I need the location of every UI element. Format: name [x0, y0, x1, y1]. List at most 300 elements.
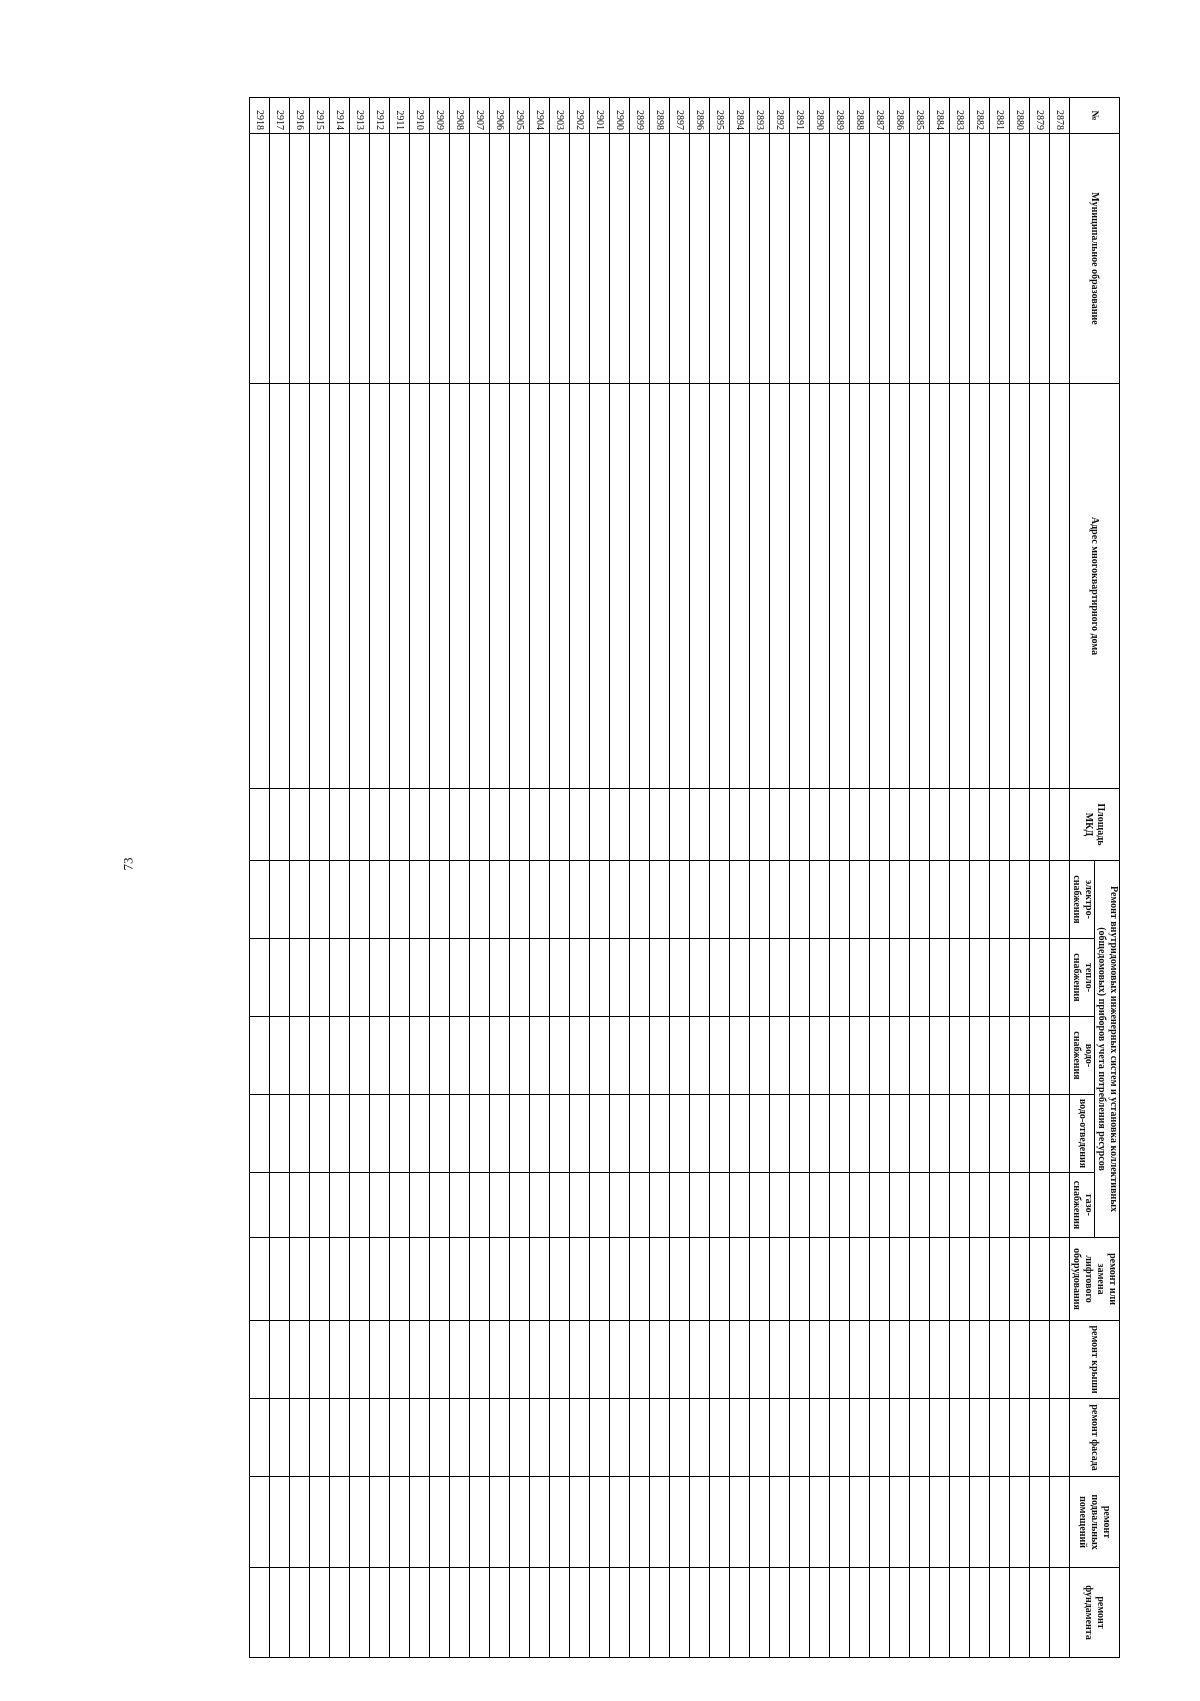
- municipality-cell: [370, 134, 390, 384]
- municipality-cell: [490, 134, 510, 384]
- address-cell: [970, 384, 990, 789]
- roof-cell: [610, 1321, 630, 1399]
- drain-cell: [850, 1095, 870, 1173]
- header-roof: ремонт крыши: [1070, 1321, 1120, 1399]
- row-number: 2894: [730, 98, 750, 134]
- water-cell: [810, 1017, 830, 1095]
- gas-cell: [590, 1173, 610, 1238]
- heat-cell: [330, 939, 350, 1017]
- gas-cell: [570, 1173, 590, 1238]
- electric-cell: [310, 861, 330, 939]
- area-cell: [630, 789, 650, 861]
- municipality-cell: [550, 134, 570, 384]
- address-cell: [370, 384, 390, 789]
- address-cell: [590, 384, 610, 789]
- facade-cell: [710, 1399, 730, 1477]
- basement-cell: [1010, 1477, 1030, 1568]
- gas-cell: [510, 1173, 530, 1238]
- lift-cell: [250, 1238, 270, 1321]
- municipality-cell: [290, 134, 310, 384]
- drain-cell: [810, 1095, 830, 1173]
- facade-cell: [510, 1399, 530, 1477]
- electric-cell: [710, 861, 730, 939]
- foundation-cell: [610, 1568, 630, 1658]
- facade-cell: [990, 1399, 1010, 1477]
- area-cell: [330, 789, 350, 861]
- heat-cell: [470, 939, 490, 1017]
- area-cell: [570, 789, 590, 861]
- roof-cell: [1030, 1321, 1050, 1399]
- water-cell: [410, 1017, 430, 1095]
- heat-cell: [950, 939, 970, 1017]
- header-facade: ремонт фасада: [1070, 1399, 1120, 1477]
- heat-cell: [790, 939, 810, 1017]
- basement-cell: [330, 1477, 350, 1568]
- heat-cell: [770, 939, 790, 1017]
- facade-cell: [830, 1399, 850, 1477]
- facade-cell: [270, 1399, 290, 1477]
- foundation-cell: [850, 1568, 870, 1658]
- municipality-cell: [770, 134, 790, 384]
- header-electric: электро-снабжения: [1070, 861, 1095, 939]
- row-number: 2909: [430, 98, 450, 134]
- foundation-cell: [570, 1568, 590, 1658]
- basement-cell: [490, 1477, 510, 1568]
- electric-cell: [910, 861, 930, 939]
- foundation-cell: [310, 1568, 330, 1658]
- facade-cell: [550, 1399, 570, 1477]
- lift-cell: [890, 1238, 910, 1321]
- lift-cell: [310, 1238, 330, 1321]
- table-row: [930, 98, 950, 1658]
- lift-cell: [290, 1238, 310, 1321]
- heat-cell: [1010, 939, 1030, 1017]
- drain-cell: [830, 1095, 850, 1173]
- row-number: 2883: [950, 98, 970, 134]
- roof-cell: [710, 1321, 730, 1399]
- basement-cell: [650, 1477, 670, 1568]
- roof-cell: [890, 1321, 910, 1399]
- foundation-cell: [690, 1568, 710, 1658]
- municipality-cell: [330, 134, 350, 384]
- heat-cell: [450, 939, 470, 1017]
- municipality-cell: [970, 134, 990, 384]
- drain-cell: [910, 1095, 930, 1173]
- basement-cell: [630, 1477, 650, 1568]
- basement-cell: [450, 1477, 470, 1568]
- roof-cell: [590, 1321, 610, 1399]
- electric-cell: [390, 861, 410, 939]
- table-row: [790, 98, 810, 1658]
- roof-cell: [790, 1321, 810, 1399]
- drain-cell: [490, 1095, 510, 1173]
- water-cell: [690, 1017, 710, 1095]
- row-number: 2889: [830, 98, 850, 134]
- heat-cell: [610, 939, 630, 1017]
- facade-cell: [670, 1399, 690, 1477]
- drain-cell: [950, 1095, 970, 1173]
- gas-cell: [670, 1173, 690, 1238]
- area-cell: [530, 789, 550, 861]
- lift-cell: [990, 1238, 1010, 1321]
- basement-cell: [690, 1477, 710, 1568]
- municipality-cell: [610, 134, 630, 384]
- basement-cell: [530, 1477, 550, 1568]
- water-cell: [510, 1017, 530, 1095]
- basement-cell: [730, 1477, 750, 1568]
- facade-cell: [950, 1399, 970, 1477]
- electric-cell: [750, 861, 770, 939]
- lift-cell: [530, 1238, 550, 1321]
- lift-cell: [570, 1238, 590, 1321]
- gas-cell: [750, 1173, 770, 1238]
- foundation-cell: [930, 1568, 950, 1658]
- drain-cell: [730, 1095, 750, 1173]
- electric-cell: [1010, 861, 1030, 939]
- gas-cell: [530, 1173, 550, 1238]
- lift-cell: [910, 1238, 930, 1321]
- electric-cell: [510, 861, 530, 939]
- electric-cell: [250, 861, 270, 939]
- drain-cell: [650, 1095, 670, 1173]
- table-row: [390, 98, 410, 1658]
- municipality-cell: [450, 134, 470, 384]
- roof-cell: [250, 1321, 270, 1399]
- electric-cell: [430, 861, 450, 939]
- foundation-cell: [470, 1568, 490, 1658]
- area-cell: [690, 789, 710, 861]
- gas-cell: [790, 1173, 810, 1238]
- area-cell: [270, 789, 290, 861]
- roof-cell: [950, 1321, 970, 1399]
- basement-cell: [1030, 1477, 1050, 1568]
- heat-cell: [810, 939, 830, 1017]
- address-cell: [390, 384, 410, 789]
- row-number: 2902: [570, 98, 590, 134]
- roof-cell: [1050, 1321, 1070, 1399]
- basement-cell: [410, 1477, 430, 1568]
- electric-cell: [1030, 861, 1050, 939]
- foundation-cell: [990, 1568, 1010, 1658]
- address-cell: [750, 384, 770, 789]
- roof-cell: [490, 1321, 510, 1399]
- row-number: 2899: [630, 98, 650, 134]
- gas-cell: [950, 1173, 970, 1238]
- address-cell: [870, 384, 890, 789]
- area-cell: [390, 789, 410, 861]
- roof-cell: [270, 1321, 290, 1399]
- table-row: [670, 98, 690, 1658]
- lift-cell: [1030, 1238, 1050, 1321]
- drain-cell: [710, 1095, 730, 1173]
- table-row: [1050, 98, 1070, 1658]
- row-number: 2918: [250, 98, 270, 134]
- electric-cell: [590, 861, 610, 939]
- basement-cell: [910, 1477, 930, 1568]
- foundation-cell: [770, 1568, 790, 1658]
- header-systems-group: Ремонт внутридомовых инженерных систем и установка коллективных (общедомовых) приборов учета потребления ресурсов: [1095, 861, 1120, 1238]
- area-cell: [1030, 789, 1050, 861]
- municipality-cell: [530, 134, 550, 384]
- municipality-cell: [810, 134, 830, 384]
- table-body: [250, 98, 1070, 1658]
- repair-table: [249, 97, 1120, 1658]
- gas-cell: [810, 1173, 830, 1238]
- lift-cell: [750, 1238, 770, 1321]
- facade-cell: [290, 1399, 310, 1477]
- water-cell: [930, 1017, 950, 1095]
- row-number: 2912: [370, 98, 390, 134]
- row-number: 2892: [770, 98, 790, 134]
- row-number: 2895: [710, 98, 730, 134]
- address-cell: [630, 384, 650, 789]
- electric-cell: [730, 861, 750, 939]
- address-cell: [490, 384, 510, 789]
- area-cell: [410, 789, 430, 861]
- gas-cell: [870, 1173, 890, 1238]
- area-cell: [610, 789, 630, 861]
- area-cell: [470, 789, 490, 861]
- area-cell: [350, 789, 370, 861]
- address-cell: [270, 384, 290, 789]
- lift-cell: [270, 1238, 290, 1321]
- gas-cell: [610, 1173, 630, 1238]
- table-row: [510, 98, 530, 1658]
- row-number: 2907: [470, 98, 490, 134]
- gas-cell: [930, 1173, 950, 1238]
- drain-cell: [410, 1095, 430, 1173]
- basement-cell: [710, 1477, 730, 1568]
- foundation-cell: [430, 1568, 450, 1658]
- area-cell: [770, 789, 790, 861]
- area-cell: [870, 789, 890, 861]
- water-cell: [970, 1017, 990, 1095]
- heat-cell: [850, 939, 870, 1017]
- lift-cell: [590, 1238, 610, 1321]
- table-row: [890, 98, 910, 1658]
- address-cell: [890, 384, 910, 789]
- address-cell: [910, 384, 930, 789]
- water-cell: [770, 1017, 790, 1095]
- lift-cell: [690, 1238, 710, 1321]
- roof-cell: [810, 1321, 830, 1399]
- table-row: [850, 98, 870, 1658]
- area-cell: [950, 789, 970, 861]
- water-cell: [950, 1017, 970, 1095]
- roof-cell: [630, 1321, 650, 1399]
- facade-cell: [870, 1399, 890, 1477]
- facade-cell: [310, 1399, 330, 1477]
- area-cell: [1010, 789, 1030, 861]
- facade-cell: [430, 1399, 450, 1477]
- municipality-cell: [470, 134, 490, 384]
- water-cell: [610, 1017, 630, 1095]
- table-row: [990, 98, 1010, 1658]
- area-cell: [490, 789, 510, 861]
- address-cell: [650, 384, 670, 789]
- row-number: 2885: [910, 98, 930, 134]
- area-cell: [250, 789, 270, 861]
- area-cell: [370, 789, 390, 861]
- water-cell: [1050, 1017, 1070, 1095]
- municipality-cell: [710, 134, 730, 384]
- table-row: [450, 98, 470, 1658]
- header-area: Площадь МКД: [1070, 789, 1120, 861]
- water-cell: [1030, 1017, 1050, 1095]
- electric-cell: [470, 861, 490, 939]
- municipality-cell: [630, 134, 650, 384]
- municipality-cell: [750, 134, 770, 384]
- gas-cell: [430, 1173, 450, 1238]
- lift-cell: [510, 1238, 530, 1321]
- address-cell: [410, 384, 430, 789]
- basement-cell: [570, 1477, 590, 1568]
- drain-cell: [890, 1095, 910, 1173]
- gas-cell: [770, 1173, 790, 1238]
- heat-cell: [310, 939, 330, 1017]
- basement-cell: [850, 1477, 870, 1568]
- drain-cell: [350, 1095, 370, 1173]
- area-cell: [650, 789, 670, 861]
- row-number: 2917: [270, 98, 290, 134]
- address-cell: [990, 384, 1010, 789]
- water-cell: [430, 1017, 450, 1095]
- address-cell: [1010, 384, 1030, 789]
- lift-cell: [550, 1238, 570, 1321]
- electric-cell: [810, 861, 830, 939]
- gas-cell: [450, 1173, 470, 1238]
- header-water: водо-снабжения: [1070, 1017, 1095, 1095]
- lift-cell: [710, 1238, 730, 1321]
- water-cell: [370, 1017, 390, 1095]
- gas-cell: [1050, 1173, 1070, 1238]
- roof-cell: [750, 1321, 770, 1399]
- roof-cell: [650, 1321, 670, 1399]
- electric-cell: [550, 861, 570, 939]
- basement-cell: [890, 1477, 910, 1568]
- electric-cell: [870, 861, 890, 939]
- facade-cell: [790, 1399, 810, 1477]
- water-cell: [870, 1017, 890, 1095]
- foundation-cell: [950, 1568, 970, 1658]
- electric-cell: [770, 861, 790, 939]
- drain-cell: [970, 1095, 990, 1173]
- municipality-cell: [670, 134, 690, 384]
- address-cell: [810, 384, 830, 789]
- heat-cell: [830, 939, 850, 1017]
- drain-cell: [670, 1095, 690, 1173]
- electric-cell: [970, 861, 990, 939]
- municipality-cell: [730, 134, 750, 384]
- table-row: [910, 98, 930, 1658]
- electric-cell: [370, 861, 390, 939]
- municipality-cell: [1050, 134, 1070, 384]
- municipality-cell: [390, 134, 410, 384]
- lift-cell: [970, 1238, 990, 1321]
- lift-cell: [430, 1238, 450, 1321]
- facade-cell: [1050, 1399, 1070, 1477]
- electric-cell: [630, 861, 650, 939]
- heat-cell: [690, 939, 710, 1017]
- water-cell: [850, 1017, 870, 1095]
- gas-cell: [370, 1173, 390, 1238]
- electric-cell: [670, 861, 690, 939]
- gas-cell: [650, 1173, 670, 1238]
- roof-cell: [670, 1321, 690, 1399]
- gas-cell: [890, 1173, 910, 1238]
- drain-cell: [790, 1095, 810, 1173]
- roof-cell: [450, 1321, 470, 1399]
- basement-cell: [470, 1477, 490, 1568]
- area-cell: [930, 789, 950, 861]
- facade-cell: [390, 1399, 410, 1477]
- foundation-cell: [510, 1568, 530, 1658]
- area-cell: [810, 789, 830, 861]
- drain-cell: [550, 1095, 570, 1173]
- area-cell: [290, 789, 310, 861]
- foundation-cell: [710, 1568, 730, 1658]
- gas-cell: [390, 1173, 410, 1238]
- water-cell: [890, 1017, 910, 1095]
- foundation-cell: [910, 1568, 930, 1658]
- roof-cell: [310, 1321, 330, 1399]
- basement-cell: [810, 1477, 830, 1568]
- municipality-cell: [930, 134, 950, 384]
- foundation-cell: [730, 1568, 750, 1658]
- water-cell: [310, 1017, 330, 1095]
- heat-cell: [750, 939, 770, 1017]
- area-cell: [910, 789, 930, 861]
- municipality-cell: [790, 134, 810, 384]
- drain-cell: [390, 1095, 410, 1173]
- address-cell: [250, 384, 270, 789]
- lift-cell: [370, 1238, 390, 1321]
- municipality-cell: [910, 134, 930, 384]
- roof-cell: [930, 1321, 950, 1399]
- municipality-cell: [830, 134, 850, 384]
- roof-cell: [870, 1321, 890, 1399]
- roof-cell: [730, 1321, 750, 1399]
- gas-cell: [970, 1173, 990, 1238]
- facade-cell: [470, 1399, 490, 1477]
- foundation-cell: [550, 1568, 570, 1658]
- water-cell: [250, 1017, 270, 1095]
- address-cell: [950, 384, 970, 789]
- water-cell: [330, 1017, 350, 1095]
- gas-cell: [630, 1173, 650, 1238]
- address-cell: [850, 384, 870, 789]
- heat-cell: [650, 939, 670, 1017]
- electric-cell: [850, 861, 870, 939]
- table-row: [610, 98, 630, 1658]
- roof-cell: [330, 1321, 350, 1399]
- municipality-cell: [310, 134, 330, 384]
- drain-cell: [430, 1095, 450, 1173]
- lift-cell: [670, 1238, 690, 1321]
- header-lift: ремонт или замена лифтового оборудования: [1070, 1238, 1120, 1321]
- row-number: 2908: [450, 98, 470, 134]
- roof-cell: [430, 1321, 450, 1399]
- address-cell: [930, 384, 950, 789]
- municipality-cell: [1030, 134, 1050, 384]
- facade-cell: [650, 1399, 670, 1477]
- basement-cell: [930, 1477, 950, 1568]
- area-cell: [310, 789, 330, 861]
- drain-cell: [250, 1095, 270, 1173]
- area-cell: [710, 789, 730, 861]
- table-row: [470, 98, 490, 1658]
- heat-cell: [710, 939, 730, 1017]
